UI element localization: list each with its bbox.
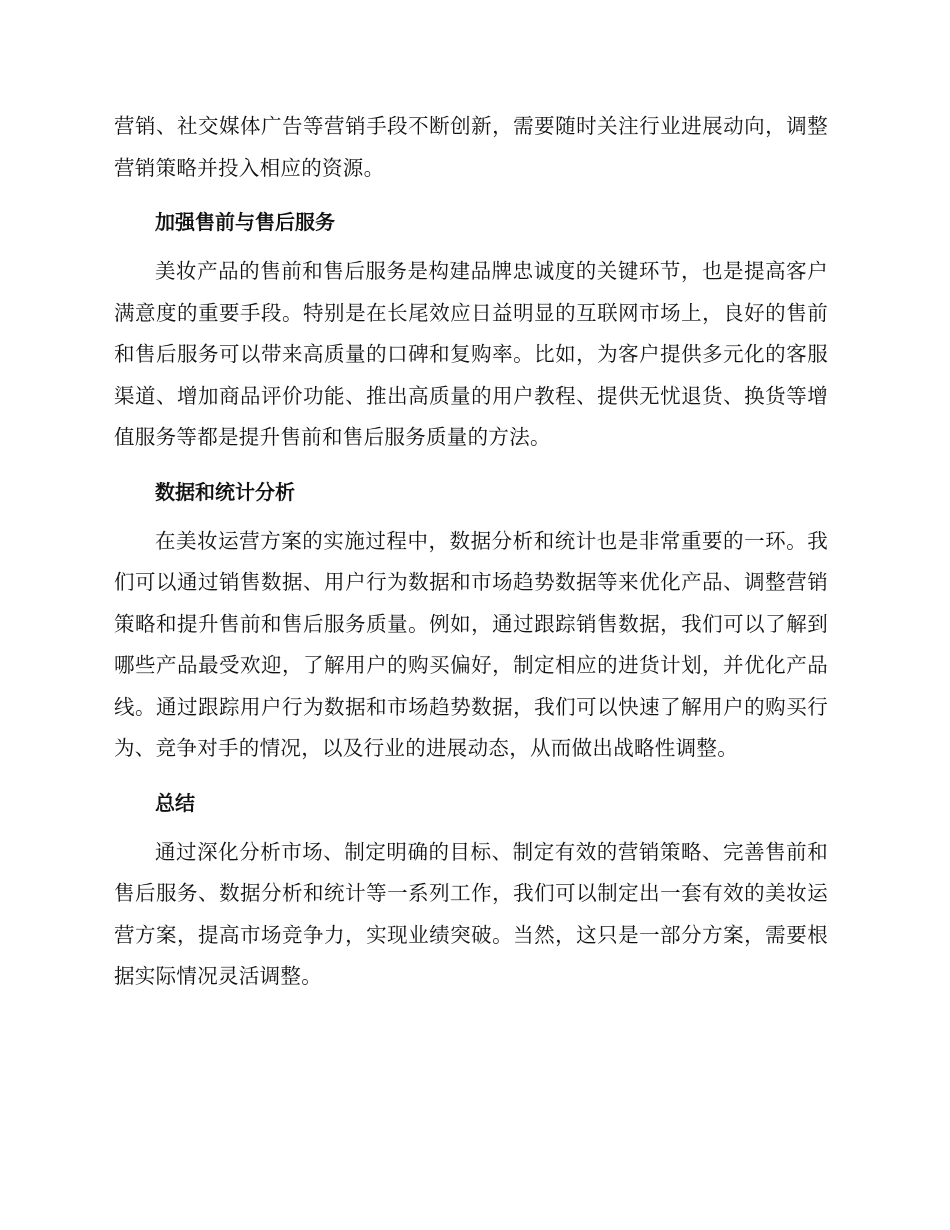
section-heading-summary: 总结 [155,790,195,815]
data-analysis-paragraph: 在美妆运营方案的实施过程中，数据分析和统计也是非常重要的一环。我们可以通过销售数据、用户行为数据和市场趋势数据等来优化产品、调整营销策略和提升售前和售后服务质量。例如，通过跟踪销售数据，我们可以了解到哪些产品最受欢迎，了解用户的购买偏好，制定相应的进货计划，并优化产品线。通过跟踪用户行为数据和市场趋势数据，我们可以快速了解用户的购买行为、竞争对手的情况，以及行业的进展动态，从而做出战略性调整。 [114,528,828,760]
service-paragraph: 美妆产品的售前和售后服务是构建品牌忠诚度的关键环节，也是提高客户满意度的重要手段。特别是在长尾效应日益明显的互联网市场上，良好的售前和售后服务可以带来高质量的口碑和复购率。比如，为客户提供多元化的客服渠道、增加商品评价功能、推出高质量的用户教程、提供无忧退货、换货等增值服务等都是提升售前和售后服务质量的方法。 [114,259,828,449]
section-heading-service: 加强售前与售后服务 [155,210,335,234]
summary-paragraph: 通过深化分析市场、制定明确的目标、制定有效的营销策略、完善售前和售后服务、数据分析和统计等一系列工作，我们可以制定出一套有效的美妆运营方案，提高市场竞争力，实现业绩突破。当然，这只是一部分方案，需要根据实际情况灵活调整。 [114,839,828,988]
section-heading-data-analysis: 数据和统计分析 [155,479,295,504]
intro-tail-paragraph: 营销、社交媒体广告等营销手段不断创新，需要随时关注行业进展动向，调整营销策略并投入相应的资源。 [114,114,828,180]
document-body [114,106,828,998]
